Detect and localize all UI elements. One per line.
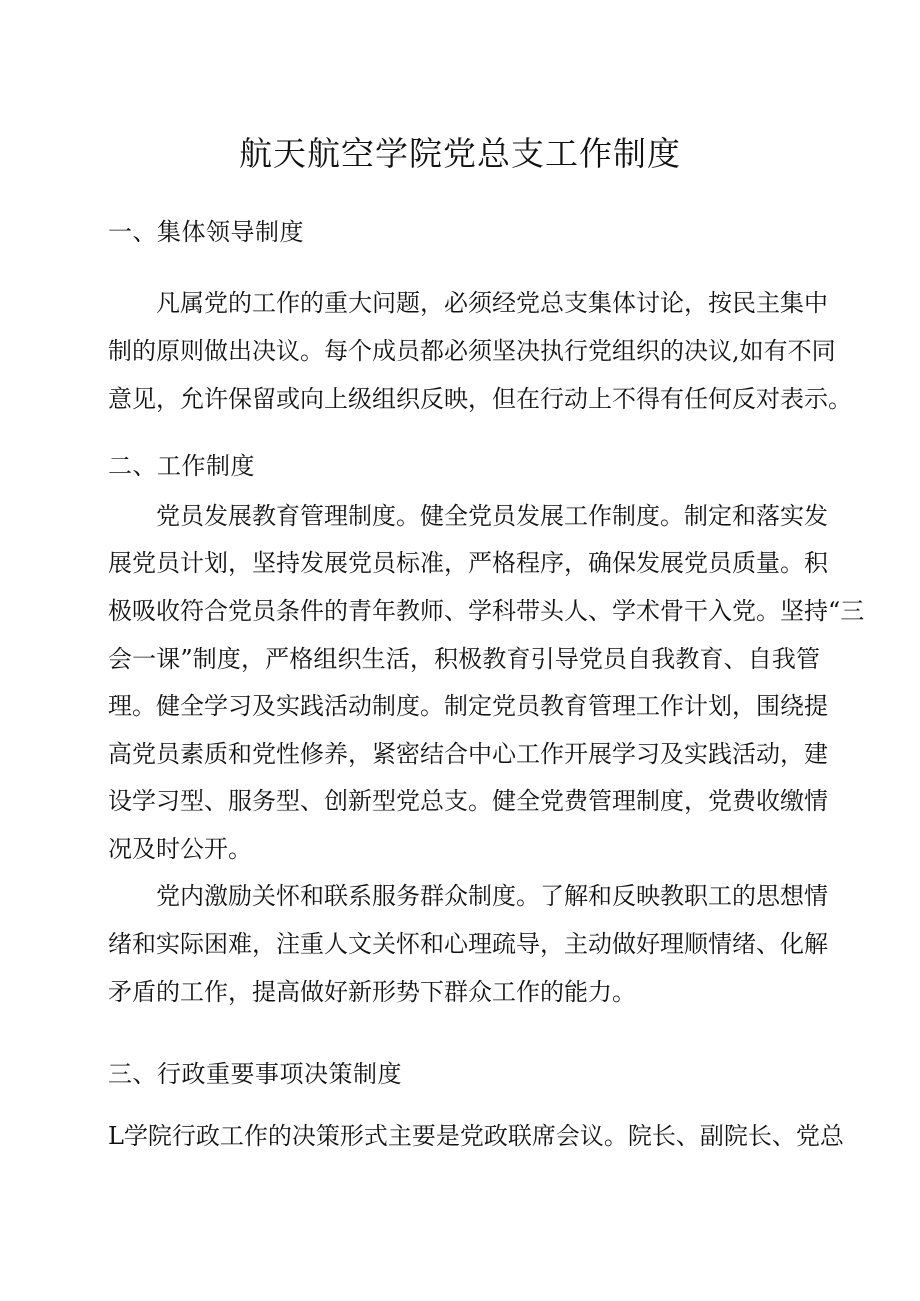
paragraph-line: 理。健全学习及实践活动制度。制定党员教育管理工作计划，围绕提: [108, 692, 828, 720]
paragraph-line: 展党员计划，坚持发展党员标准，严格程序，确保发展党员质量。积: [108, 549, 828, 577]
paragraph-line: 会一课”制度，严格组织生活，积极教育引导党员自我教育、自我管: [108, 645, 820, 673]
paragraph-line: 绪和实际困难，注重人文关怀和心理疏导，主动做好理顺情绪、化解: [108, 930, 828, 958]
paragraph-line: L学院行政工作的决策形式主要是党政联席会议。院长、副院长、党总: [108, 1122, 844, 1150]
paragraph-line: 矛盾的工作，提高做好新形势下群众工作的能力。: [108, 978, 636, 1006]
section-heading-2: 二、工作制度: [108, 452, 255, 480]
document-title: 航天航空学院党总支工作制度: [239, 134, 681, 173]
paragraph-line: 制的原则做出决议。每个成员都必须坚决执行党组织的决议,如有不同: [108, 337, 836, 365]
paragraph-line: 设学习型、服务型、创新型党总支。健全党费管理制度，党费收缴情: [108, 787, 828, 815]
paragraph-line: 党员发展教育管理制度。健全党员发展工作制度。制定和落实发: [156, 502, 828, 530]
paragraph-line: 意见，允许保留或向上级组织反映，但在行动上不得有任何反对表示。: [108, 385, 852, 413]
paragraph-line: 高党员素质和党性修养，紧密结合中心工作开展学习及实践活动，建: [108, 740, 828, 768]
paragraph-line: 党内激励关怀和联系服务群众制度。了解和反映教职工的思想情: [156, 882, 828, 910]
section-heading-1: 一、集体领导制度: [108, 218, 304, 246]
paragraph-line: 极吸收符合党员条件的青年教师、学科带头人、学术骨干入党。坚持“三: [108, 597, 865, 625]
section-heading-3: 三、行政重要事项决策制度: [108, 1060, 402, 1088]
paragraph-line: 凡属党的工作的重大问题，必须经党总支集体讨论，按民主集中: [156, 289, 828, 317]
paragraph-line: 况及时公开。: [108, 835, 252, 863]
